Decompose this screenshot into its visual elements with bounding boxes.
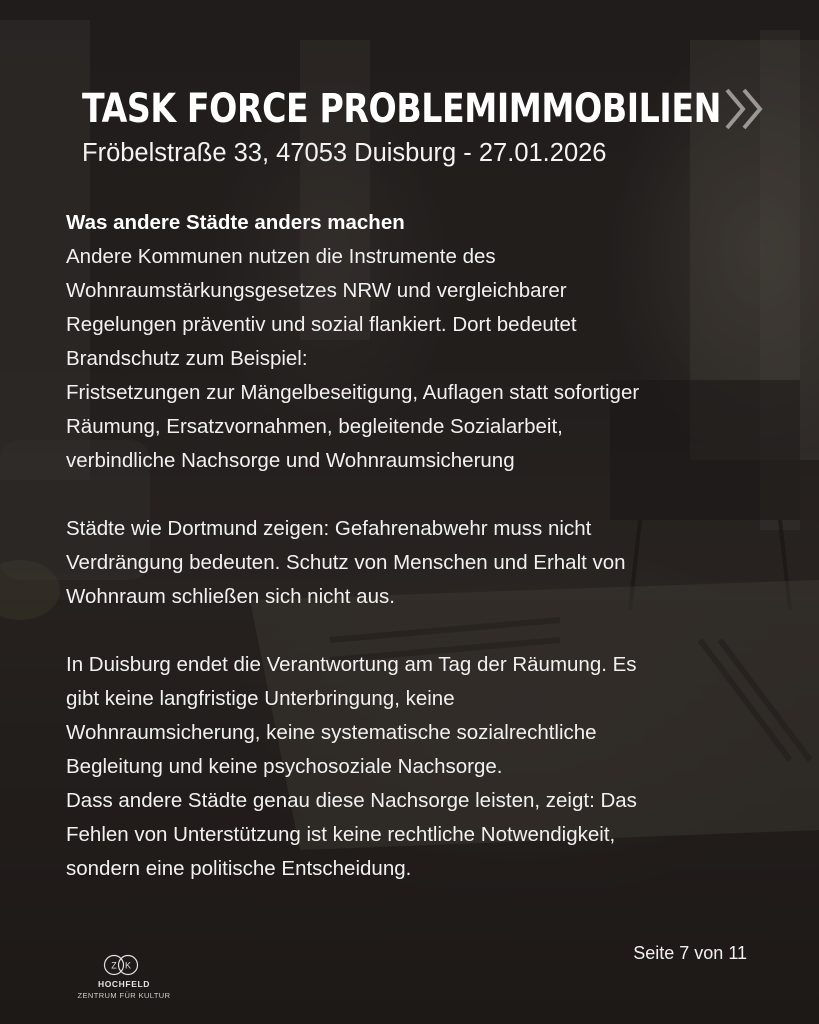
body-line: Dass andere Städte genau diese Nachsorge leisten, zeigt: Das — [66, 789, 637, 812]
body-line: verbindliche Nachsorge und Wohnraumsicherung — [66, 449, 515, 472]
body-line: Wohnraum schließen sich nicht aus. — [66, 585, 395, 608]
body-line: Fehlen von Unterstützung ist keine rechtliche Notwendigkeit, — [66, 823, 616, 846]
body-line: sondern eine politische Entscheidung. — [66, 857, 412, 880]
paragraph-gap — [66, 614, 766, 648]
body-line: Wohnraumsicherung, keine systematische sozialrechtliche — [66, 721, 597, 744]
body-text — [66, 206, 766, 886]
logo-letter-left: Z — [111, 960, 117, 971]
section-heading: Was andere Städte anders machen — [66, 211, 405, 234]
body-line: Fristsetzungen zur Mängelbeseitigung, Auflagen statt sofortiger — [66, 381, 640, 404]
page-subtitle: Fröbelstraße 33, 47053 Duisburg - 27.01.2026 — [82, 139, 607, 167]
body-line: Regelungen präventiv und sozial flankiert. Dort bedeutet — [66, 313, 577, 336]
zk-logo-mark — [101, 954, 147, 976]
body-line: gibt keine langfristige Unterbringung, keine — [66, 687, 455, 710]
paragraph-gap — [66, 478, 766, 512]
hochfeld-logo — [66, 951, 182, 1011]
body-line: Wohnraumstärkungsgesetzes NRW und vergleichbarer — [66, 279, 567, 302]
body-line: Brandschutz zum Beispiel: — [66, 347, 308, 370]
body-line: Städte wie Dortmund zeigen: Gefahrenabwehr muss nicht — [66, 517, 592, 540]
logo-letter-right: K — [124, 960, 132, 971]
logo-name: HOCHFELD — [97, 979, 151, 989]
body-line: Räumung, Ersatzvornahmen, begleitende Sozialarbeit, — [66, 415, 563, 438]
body-line: Begleitung und keine psychosoziale Nachsorge. — [66, 755, 503, 778]
page-title: TASK FORCE PROBLEMIMMOBILIEN — [82, 86, 721, 132]
body-line: Andere Kommunen nutzen die Instrumente des — [66, 245, 496, 268]
body-line: In Duisburg endet die Verantwortung am Tag der Räumung. Es — [66, 653, 637, 676]
double-chevron-right-icon[interactable] — [722, 86, 768, 132]
body-line: Verdrängung bedeuten. Schutz von Menschen und Erhalt von — [66, 551, 626, 574]
logo-subtitle: ZENTRUM FÜR KULTUR — [77, 991, 171, 1000]
page-indicator: Seite 7 von 11 — [633, 943, 747, 963]
